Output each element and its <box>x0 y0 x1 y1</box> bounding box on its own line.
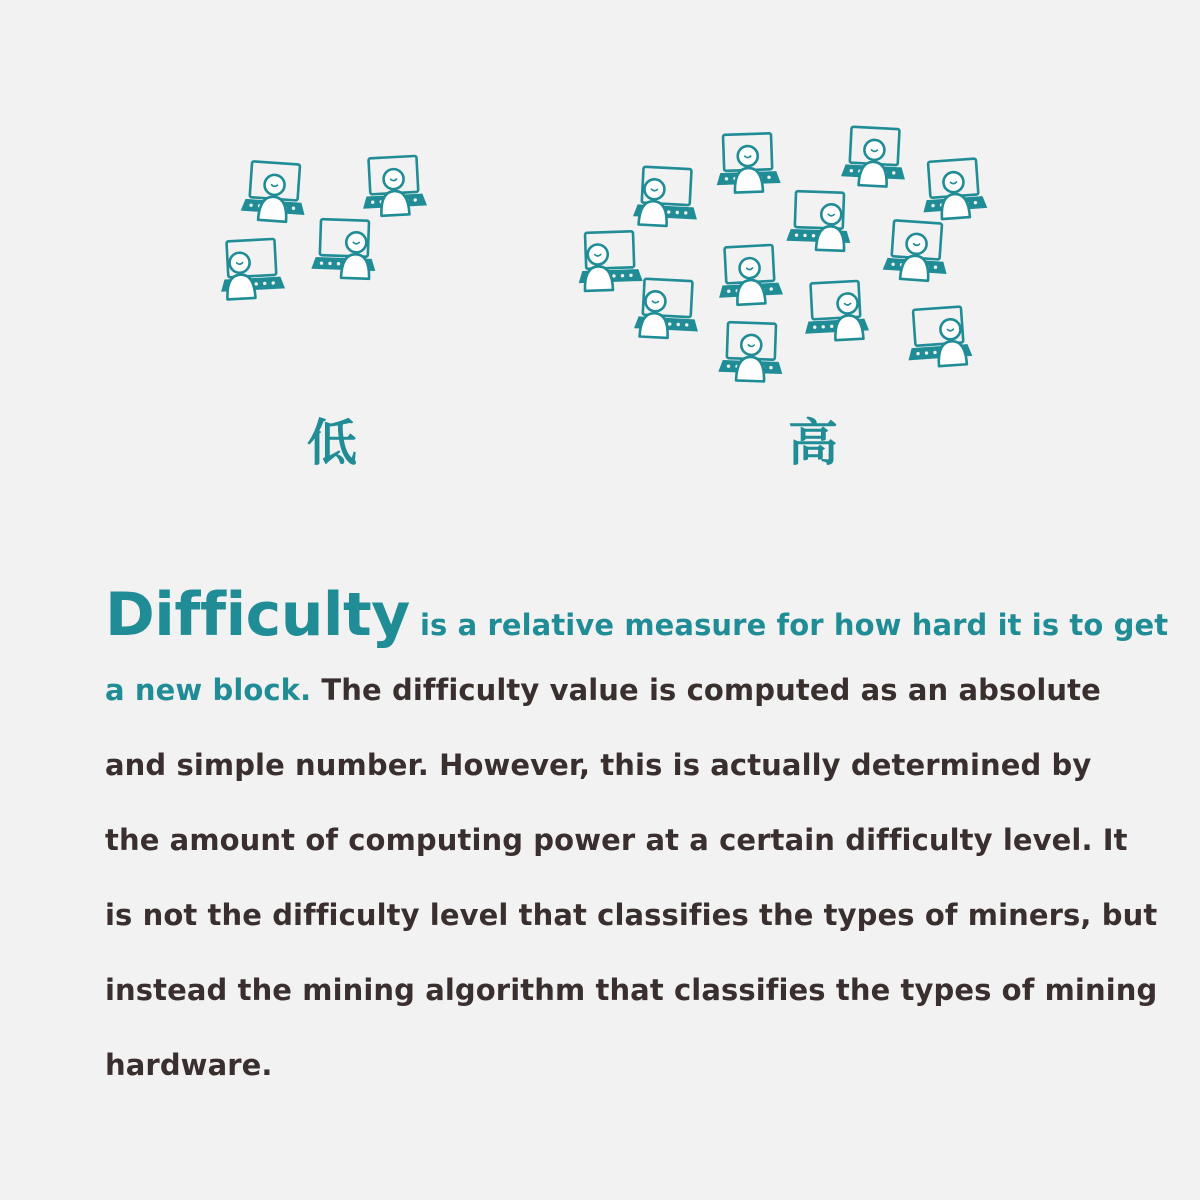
miner-at-laptop-icon <box>716 244 783 305</box>
difficulty-description <box>105 578 1169 1103</box>
line-2-rest: The difficulty value is computed as an absolute <box>321 673 1101 707</box>
high-difficulty-label: 高 <box>788 414 838 472</box>
miner-at-laptop-icon <box>786 191 852 251</box>
paragraph-line-7: hardware. <box>105 1048 273 1082</box>
low-difficulty-label: 低 <box>307 414 357 472</box>
paragraph-line-5: is not the difficulty level that classifies the types of miners, but <box>105 898 1158 932</box>
miner-at-laptop-icon <box>715 133 781 193</box>
miner-at-laptop-icon <box>841 126 908 187</box>
miner-at-laptop-icon <box>802 280 869 341</box>
miner-at-laptop-icon <box>360 155 427 216</box>
miner-at-laptop-icon <box>634 278 701 339</box>
miner-at-laptop-icon <box>240 161 308 223</box>
miner-at-laptop-icon <box>905 306 973 368</box>
definition-part-1: is a relative measure for how hard it is to get <box>420 608 1169 642</box>
miners-illustration <box>0 0 1200 420</box>
miner-at-laptop-icon <box>311 219 377 279</box>
paragraph-line-3: and simple number. However, this is actually determined by <box>105 748 1092 782</box>
definition-part-2: a new block. <box>105 673 312 707</box>
miner-at-laptop-icon <box>633 166 700 227</box>
miner-at-laptop-icon <box>577 231 643 291</box>
difficulty-term: Difficulty <box>105 580 410 650</box>
miner-at-laptop-icon <box>920 158 988 220</box>
paragraph-line-4: the amount of computing power at a certain difficulty level. It <box>105 823 1128 857</box>
paragraph-line-2 <box>105 653 1125 728</box>
miner-at-laptop-icon <box>882 220 950 282</box>
paragraph-line-6: instead the mining algorithm that classifies the types of mining <box>105 973 1158 1007</box>
miner-at-laptop-icon <box>718 322 784 382</box>
paragraph-line-1 <box>105 578 1169 653</box>
miner-at-laptop-icon <box>218 238 285 299</box>
